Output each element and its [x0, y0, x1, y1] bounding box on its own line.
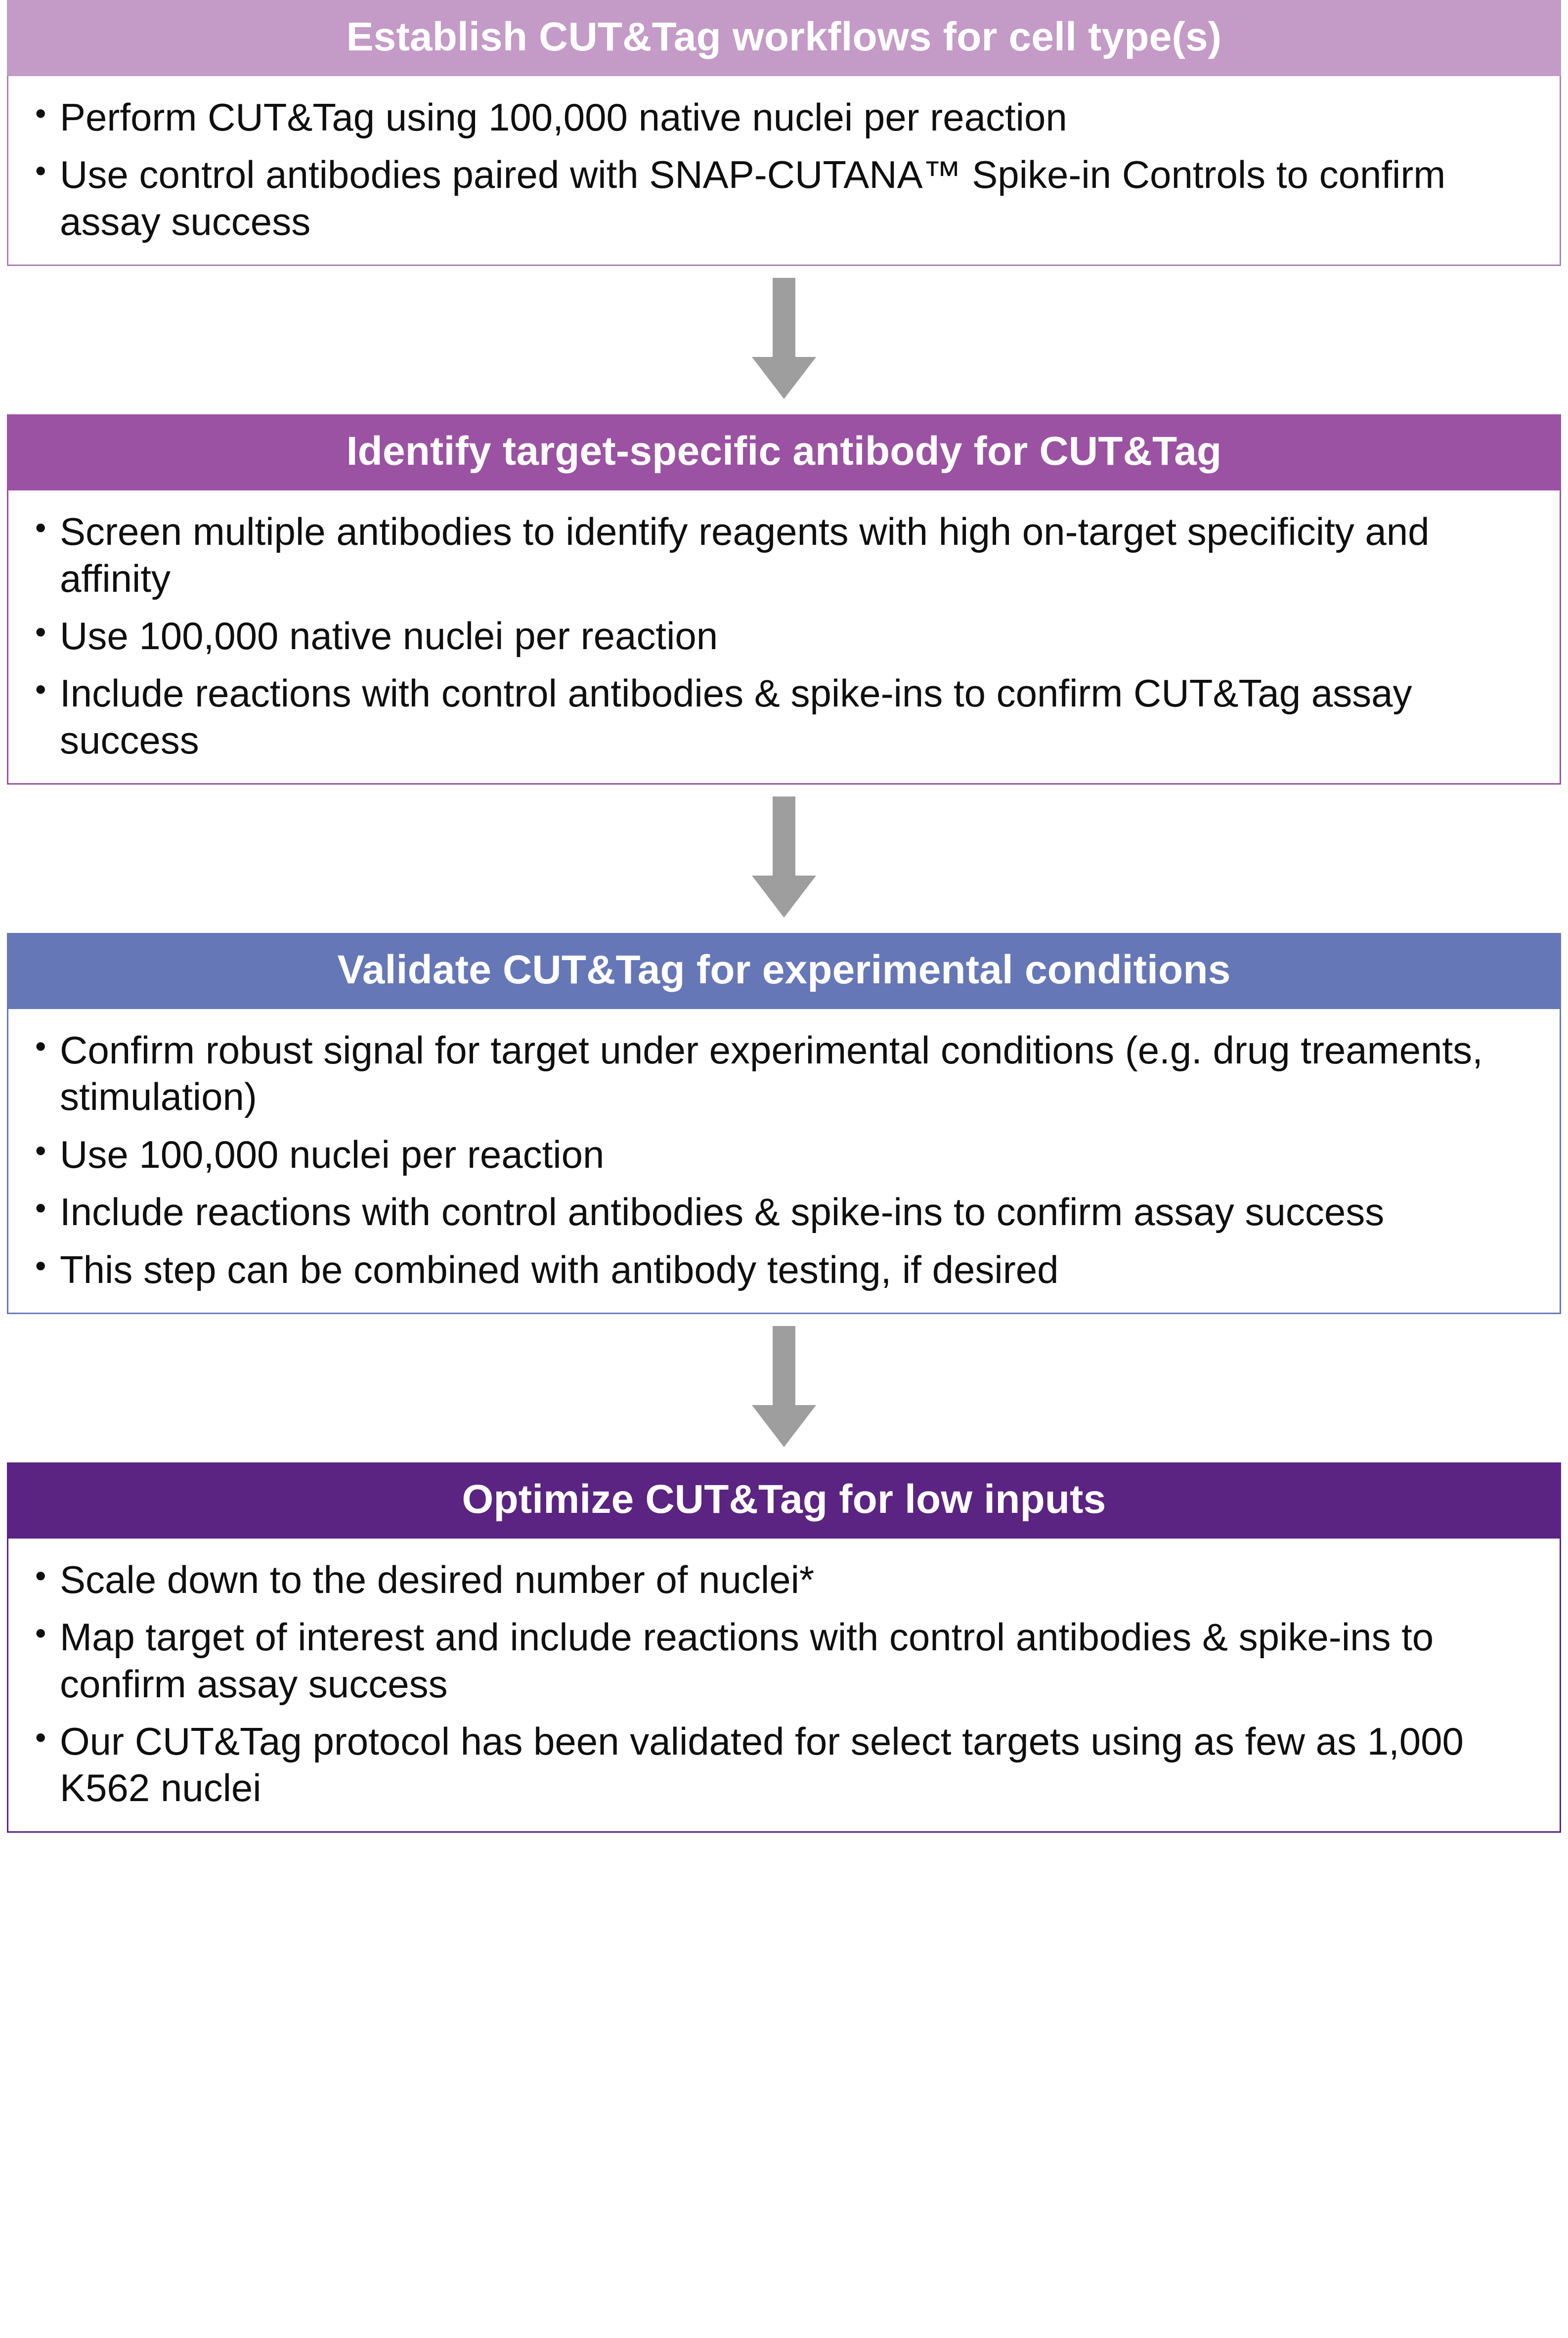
step-bullet-list	[31, 508, 1537, 763]
list-item: • Use 100,000 nuclei per reaction	[31, 1131, 1537, 1178]
step-bullet-list	[31, 94, 1537, 245]
step-bullet-list	[31, 1027, 1537, 1293]
flow-step-validate-conditions	[7, 933, 1561, 1314]
step-body	[7, 490, 1561, 785]
flow-step-optimize-low-inputs	[7, 1462, 1561, 1833]
down-arrow-icon	[747, 796, 821, 920]
list-item: • Include reactions with control antibodies & spike-ins to confirm CUT&Tag assay success	[31, 670, 1537, 763]
step-body	[7, 1009, 1561, 1314]
list-item: • Include reactions with control antibodies & spike-ins to confirm assay success	[31, 1189, 1537, 1235]
flow-arrow-3	[7, 1314, 1561, 1462]
list-item: • Confirm robust signal for target under experimental conditions (e.g. drug treaments, stimulation)	[31, 1027, 1537, 1120]
down-arrow-icon	[747, 278, 821, 401]
list-item: • Map target of interest and include reactions with control antibodies & spike-ins to confirm assay success	[31, 1614, 1537, 1707]
step-title: Validate CUT&Tag for experimental conditions	[7, 933, 1561, 1009]
flow-step-establish-workflows	[7, 0, 1561, 266]
list-item: • Use 100,000 native nuclei per reaction	[31, 613, 1537, 659]
step-body	[7, 1539, 1561, 1833]
flow-arrow-2	[7, 785, 1561, 933]
step-title: Optimize CUT&Tag for low inputs	[7, 1462, 1561, 1539]
list-item: • Scale down to the desired number of nuclei*	[31, 1556, 1537, 1603]
down-arrow-icon	[747, 1326, 821, 1450]
step-body	[7, 76, 1561, 266]
list-item: • This step can be combined with antibody testing, if desired	[31, 1246, 1537, 1293]
step-title: Identify target-specific antibody for CUT&Tag	[7, 414, 1561, 490]
list-item: • Our CUT&Tag protocol has been validated for select targets using as few as 1,000 K562 nuclei	[31, 1718, 1537, 1811]
flow-arrow-1	[7, 266, 1561, 414]
step-bullet-list	[31, 1556, 1537, 1811]
list-item: • Screen multiple antibodies to identify reagents with high on-target specificity and affinity	[31, 508, 1537, 602]
flow-step-identify-antibody	[7, 414, 1561, 785]
list-item: • Perform CUT&Tag using 100,000 native nuclei per reaction	[31, 94, 1537, 140]
list-item: • Use control antibodies paired with SNAP-CUTANA™ Spike-in Controls to confirm assay success	[31, 151, 1537, 245]
step-title: Establish CUT&Tag workflows for cell type(s)	[7, 0, 1561, 76]
